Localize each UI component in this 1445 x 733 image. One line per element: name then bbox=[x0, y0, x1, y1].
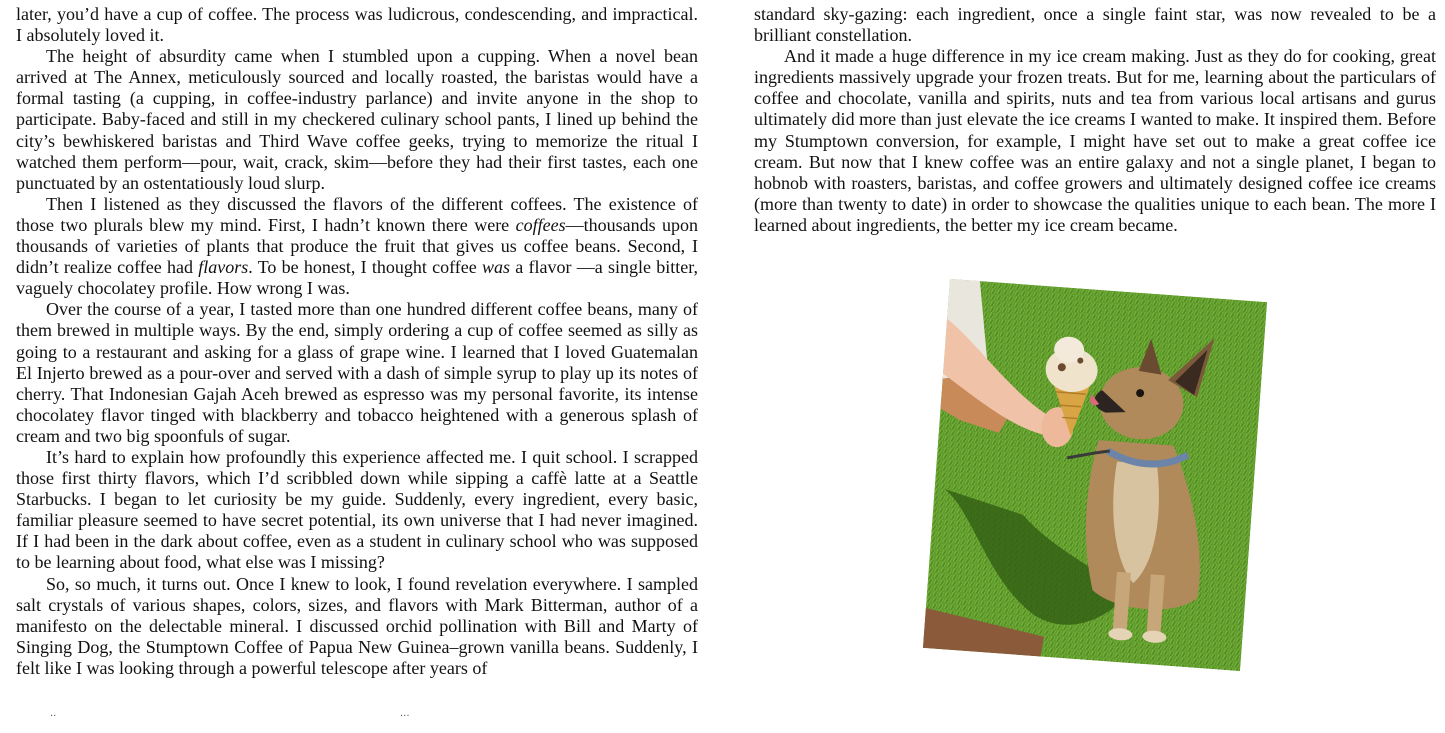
italic-text: flavors bbox=[198, 257, 249, 278]
text-segment: . To be honest, I thought coffee bbox=[248, 257, 483, 278]
text-segment: Then I listened as they discussed the flavors of the different coffees. The existence of those two plurals blew my mind. First, I hadn’t known there were bbox=[16, 193, 698, 235]
italic-text: was bbox=[482, 257, 511, 278]
text-segment: —thousands upon thousands of varieties of plants that produce the fruit that gives us coffee beans. Second, I didn’t realize coffee had bbox=[16, 214, 698, 278]
paragraph: And it made a huge difference in my ice cream making. Just as they do for cooking, great ingredients massively upgrade your frozen treats. But for me, learning about the particulars of coffee and chocolate, vanilla and spirits, nuts and tea from various local artisans and gurus ultimately did more than just elevate the ice creams I wanted to make. It inspired them. Before my Stumptown conversion, for example, I might have set out to make a great coffee ice cream. But now that I knew coffee was an entire galaxy and not a single planet, I began to hobnob with roasters, baristas, and coffee growers and ultimately designed coffee ice creams (more than twenty to date) in order to showcase the qualities unique to each bean. The more I learned about ingredients, the better my ice cream became. bbox=[754, 46, 1436, 235]
left-page-column bbox=[16, 4, 698, 679]
paragraph: Over the course of a year, I tasted more than one hundred different coffee beans, many of them brewed in multiple ways. By the end, simply ordering a cup of coffee seemed as silly as going to a restaurant and asking for a glass of grape wine. I learned that I loved Guatemalan El Injerto brewed as a pour-over and served with a dash of simple syrup to play up its notes of cherry. That Indonesian Gajah Aceh brewed as espresso was my personal favorite, its intense chocolatey flavor tinged with blackberry and tobacco heightened with a generous splash of cream and two big spoonfuls of sugar. bbox=[16, 299, 698, 446]
text-segment: a flavor —a single bitter, vaguely chocolatey profile. How wrong I was. bbox=[16, 257, 699, 299]
right-page-column bbox=[754, 4, 1436, 236]
paragraph bbox=[16, 194, 698, 299]
dog-ice-cream-photo bbox=[923, 279, 1267, 671]
footer-mark-left: .. bbox=[50, 708, 57, 719]
paragraph: The height of absurdity came when I stumbled upon a cupping. When a novel bean arrived at The Annex, meticulously sourced and locally roasted, the baristas would have a formal tasting (a cupping, in coffee-industry parlance) and invite anyone in the shop to participate. Baby-faced and still in my checkered culinary school pants, I lined up behind the city’s bewhiskered baristas and Third Wave coffee geeks, trying to memorize the ritual I watched them perform—pour, wait, crack, skim—before they had their first tastes, each one punctuated by an ostentatiously loud slurp. bbox=[16, 46, 698, 193]
paragraph: later, you’d have a cup of coffee. The process was ludicrous, condescending, and impractical. I absolutely loved it. bbox=[16, 4, 698, 46]
paragraph: So, so much, it turns out. Once I knew to look, I found revelation everywhere. I sampled salt crystals of various shapes, colors, sizes, and flavors with Mark Bitterman, author of a manifesto on the delectable mineral. I discussed orchid pollination with Bill and Marty of Singing Dog, the Stumptown Coffee of Papua New Guinea–grown vanilla beans. Suddenly, I felt like I was looking through a powerful telescope after years of bbox=[16, 573, 698, 678]
paragraph: standard sky-gazing: each ingredient, once a single faint star, was now revealed to be a brilliant constellation. bbox=[754, 4, 1436, 46]
footer-mark-right: ... bbox=[400, 708, 410, 719]
italic-text: coffees bbox=[515, 214, 566, 235]
paragraph: It’s hard to explain how profoundly this experience affected me. I quit school. I scrapped those first thirty flavors, which I’d scribbled down while sipping a caffè latte at a Seattle Starbucks. I began to let curiosity be my guide. Suddenly, every ingredient, every basic, familiar pleasure seemed to have secret potential, its own universe that I had never imagined. If I had been in the dark about coffee, even as a student in culinary school who was supposed to be learning about food, what else was I missing? bbox=[16, 446, 698, 573]
